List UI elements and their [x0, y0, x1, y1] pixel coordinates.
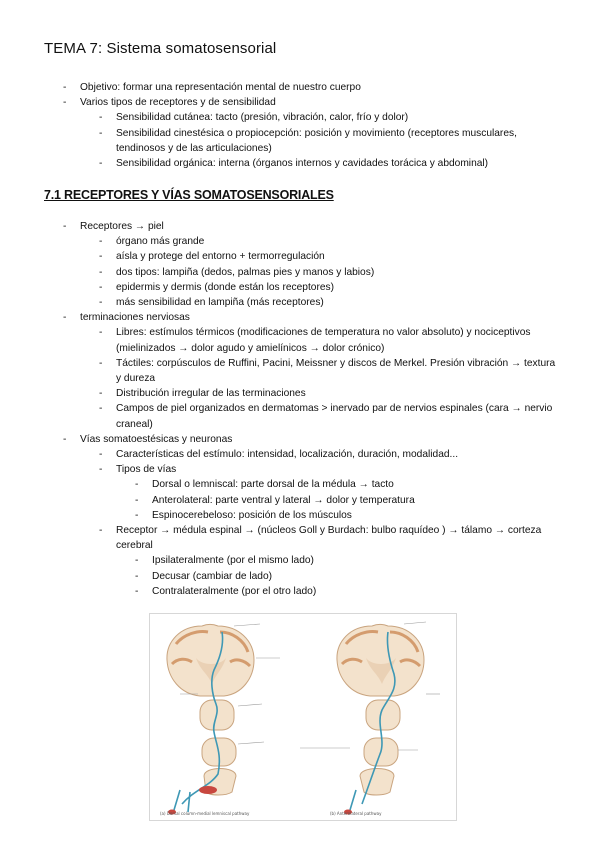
bullet-level-2: - Sensibilidad cutánea: tacto (presión, vibración, calor, frío y dolor): [0, 110, 600, 125]
bullet-level-2: - epidermis y dermis (donde están los receptores): [0, 280, 600, 295]
bullet-level-2: - dos tipos: lampiña (dedos, palmas pies y manos y labios): [0, 265, 600, 280]
section-heading: 7.1 RECEPTORES Y VÍAS SOMATOSENSORIALES: [44, 188, 334, 202]
somatosensory-pathways-figure: [149, 613, 457, 821]
bullet-level-3: - Ipsilateralmente (por el mismo lado): [0, 553, 600, 568]
intro-list: [0, 80, 600, 171]
bullet-level-3: - Espinocerebeloso: posición de los músculos: [0, 508, 600, 523]
bullet-level-1: - Vías somatoestésicas y neuronas: [0, 432, 600, 447]
bullet-level-1: - Objetivo: formar una representación mental de nuestro cuerpo: [0, 80, 600, 95]
page-title: TEMA 7: Sistema somatosensorial: [44, 40, 277, 57]
bullet-level-2: - Sensibilidad cinestésica o propiocepción: posición y movimiento (receptores musculares, tendinosos y de las articulaciones): [0, 126, 600, 156]
bullet-level-1: - Varios tipos de receptores y de sensibilidad: [0, 95, 600, 110]
left-brain-section: [167, 625, 254, 697]
bullet-level-2: - órgano más grande: [0, 234, 600, 249]
right-brain-section: [337, 625, 424, 697]
bullet-level-2: - Distribución irregular de las terminaciones: [0, 386, 600, 401]
bullet-level-3: - Dorsal o lemniscal: parte dorsal de la médula → tacto: [0, 477, 600, 492]
bullet-level-2: - aísla y protege del entorno + termorregulación: [0, 249, 600, 264]
bullet-level-2: - Tipos de vías: [0, 462, 600, 477]
bullet-level-2: - Táctiles: corpúsculos de Ruffini, Pacini, Meissner y discos de Merkel. Presión vibración → textura y dureza: [0, 356, 600, 386]
bullet-level-1: - Receptores → piel: [0, 219, 600, 234]
pathway-diagram: [150, 614, 456, 820]
bullet-level-2: - Libres: estímulos térmicos (modificaciones de temperatura no valor absoluto) y nociceptivos (mielinizados → dolor agudo y amielínicos → dolor crónico): [0, 325, 600, 355]
bullet-level-2: - Sensibilidad orgánica: interna (órganos internos y cavidades torácica y abdominal): [0, 156, 600, 171]
bullet-level-3: - Contralateralmente (por el otro lado): [0, 584, 600, 599]
bullet-level-3: - Decusar (cambiar de lado): [0, 569, 600, 584]
panel-a-caption: (a) Dorsal column-medial lemniscal pathway: [160, 811, 250, 816]
bullet-level-2: - más sensibilidad en lampiña (más receptores): [0, 295, 600, 310]
bullet-level-2: - Características del estímulo: intensidad, localización, duración, modalidad...: [0, 447, 600, 462]
section-list: [0, 219, 600, 599]
panel-b-caption: (b) Anterolateral pathway: [330, 811, 382, 816]
bullet-level-3: - Anterolateral: parte ventral y lateral → dolor y temperatura: [0, 493, 600, 508]
bullet-level-2: - Receptor → médula espinal → (núcleos Goll y Burdach: bulbo raquídeo ) → tálamo → corteza cerebral: [0, 523, 600, 553]
bullet-level-1: - terminaciones nerviosas: [0, 310, 600, 325]
bullet-level-2: - Campos de piel organizados en dermatomas > inervado par de nervios espinales (cara → nervio craneal): [0, 401, 600, 431]
